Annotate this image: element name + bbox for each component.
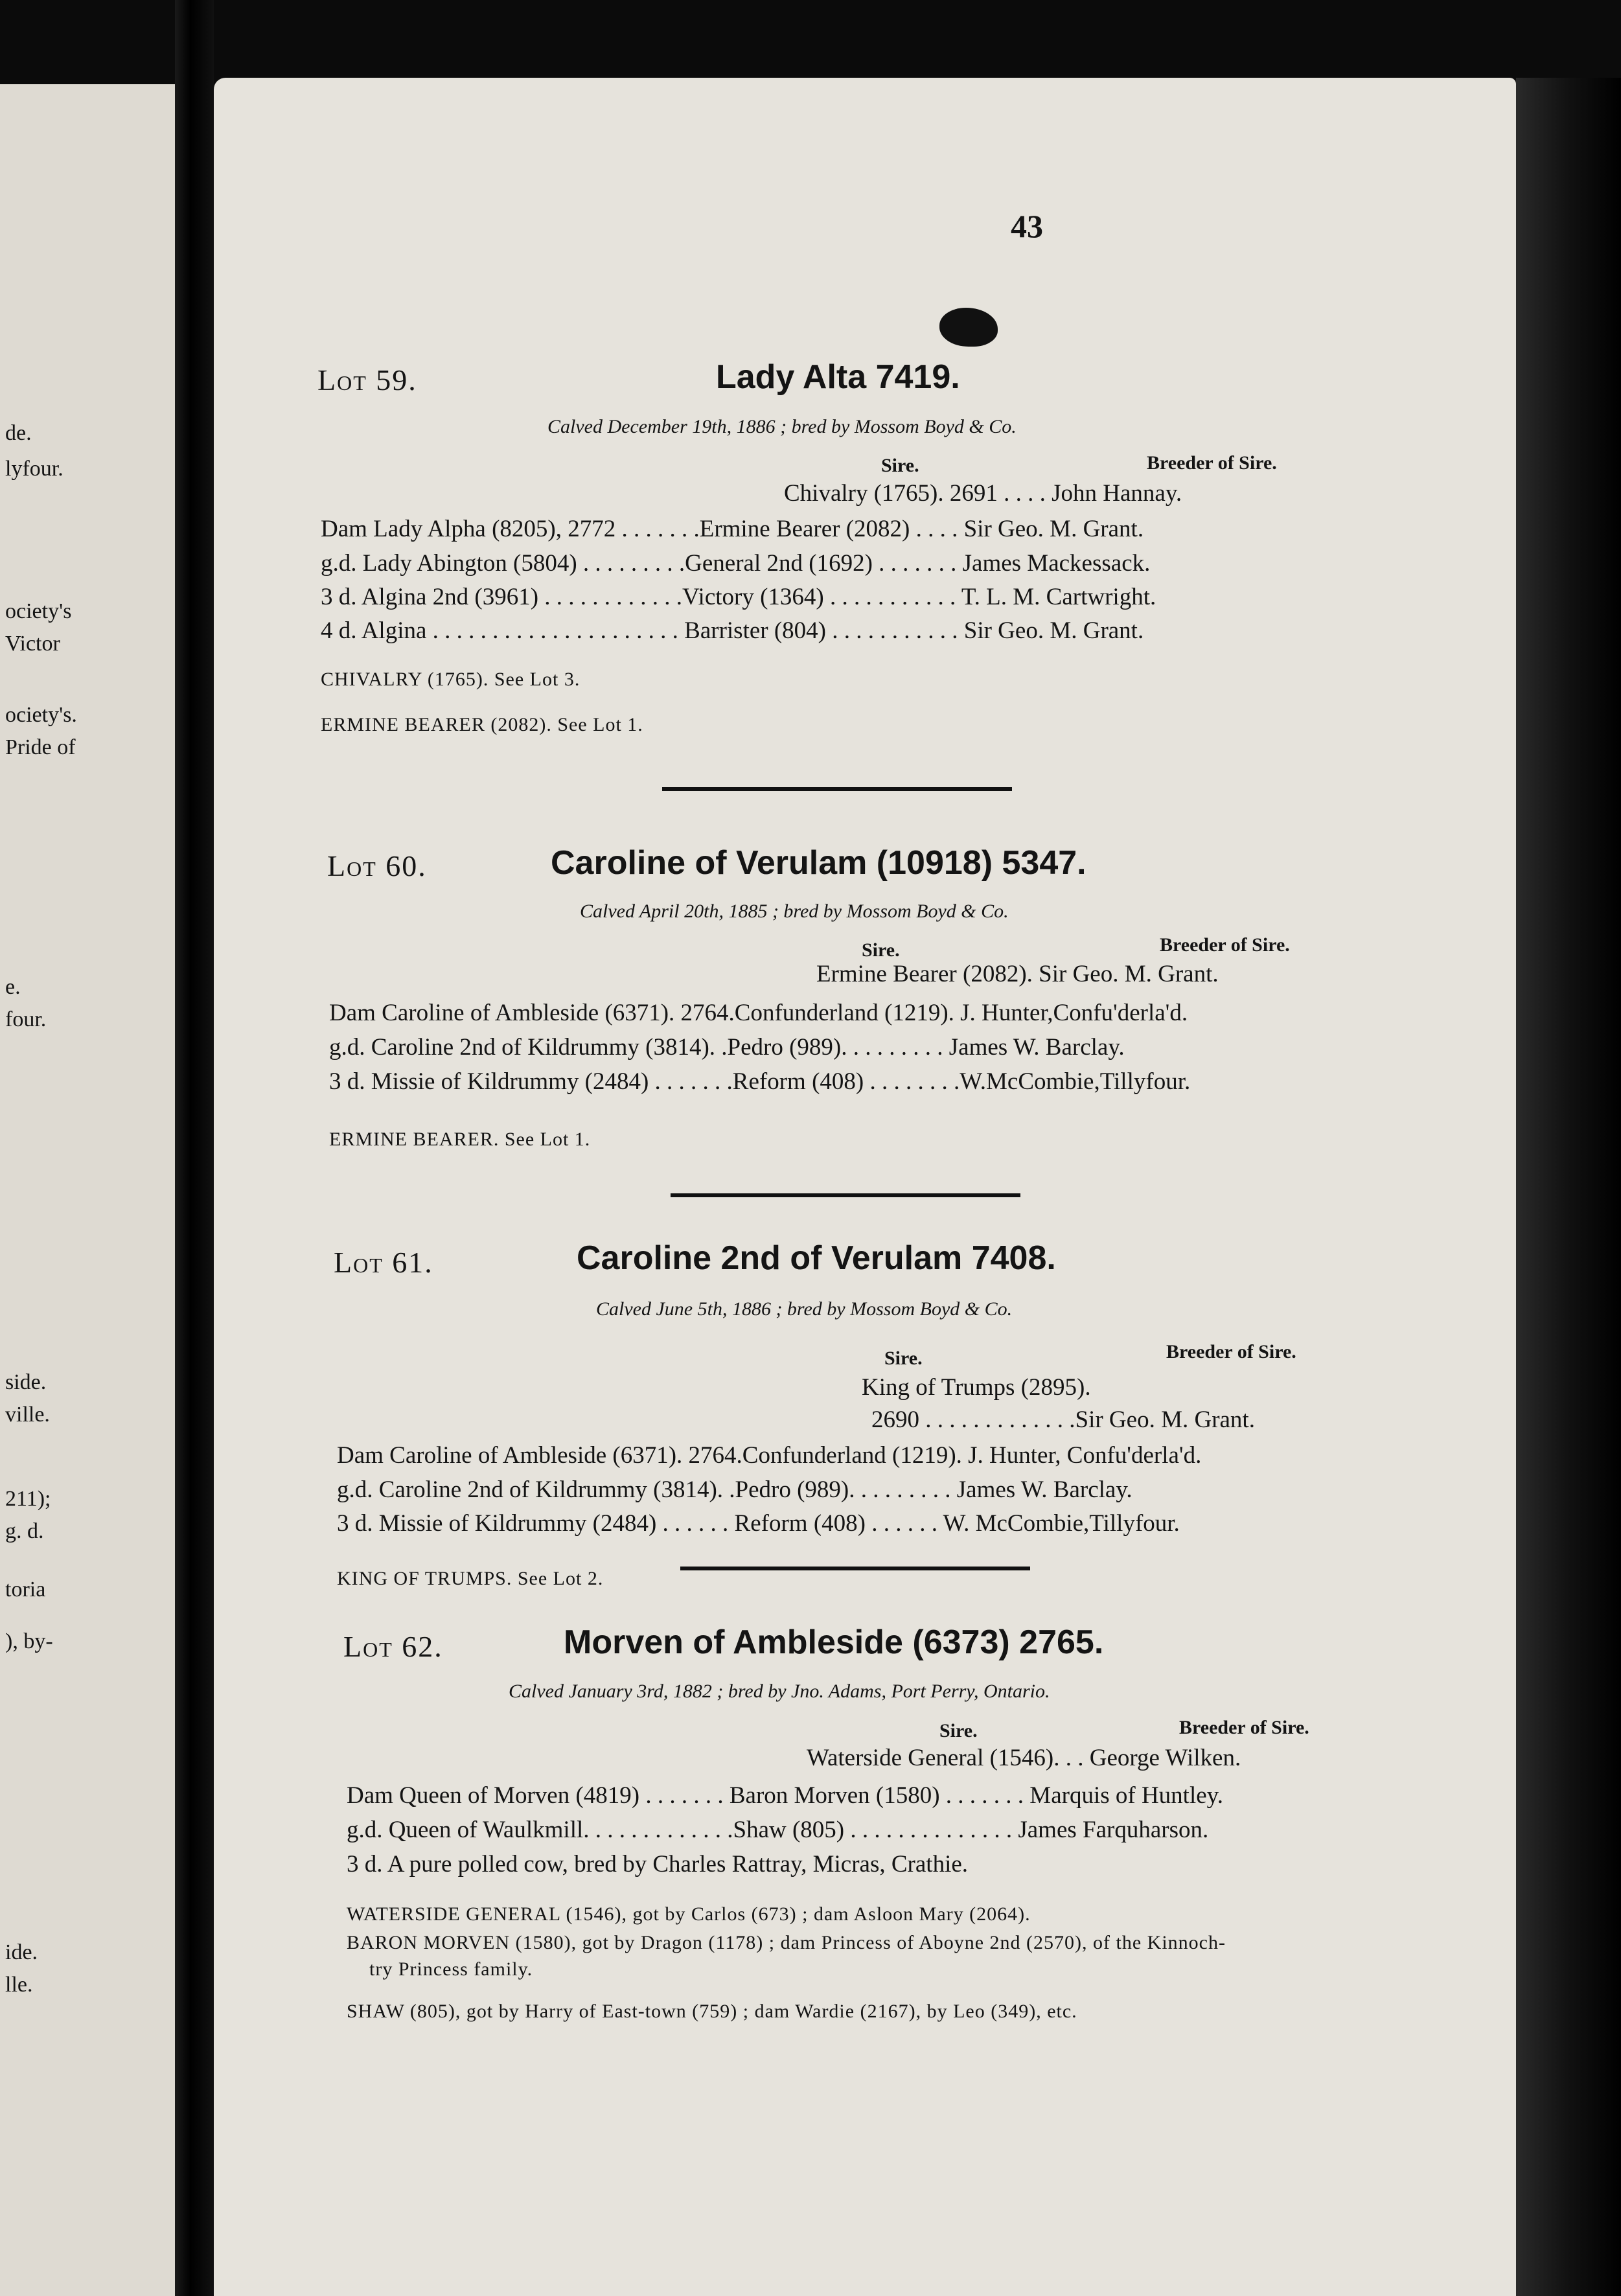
pedigree-row: 2690 . . . . . . . . . . . . .Sir Geo. M. Grant. <box>871 1406 1255 1433</box>
left-fragment: ), by- <box>5 1629 53 1653</box>
pedigree-row: 4 d. Algina . . . . . . . . . . . . . . . . . . . . . Barrister (804) . . . . . . . . . . . Sir Geo. M. Grant. <box>321 617 1144 644</box>
pedigree-note: WATERSIDE GENERAL (1546), got by Carlos (673) ; dam Asloon Mary (2064). <box>347 1903 1031 1925</box>
left-fragment: Pride of <box>5 735 76 759</box>
calved-line: Calved January 3rd, 1882 ; bred by Jno. Adams, Port Perry, Ontario. <box>509 1681 1050 1702</box>
left-fragment: 211); <box>5 1487 51 1511</box>
pedigree-row: 3 d. Missie of Kildrummy (2484) . . . . . . Reform (408) . . . . . . W. McCombie,Tillyfour. <box>337 1510 1180 1537</box>
lot-label: Lot 62. <box>343 1630 443 1663</box>
lot-label: Lot 60. <box>327 849 427 882</box>
lot-59 <box>214 285 1516 777</box>
left-fragment: four. <box>5 1007 47 1031</box>
left-fragment: ociety's <box>5 599 72 623</box>
pedigree-row: Dam Lady Alpha (8205), 2772 . . . . . . .Ermine Bearer (2082) . . . . Sir Geo. M. Grant. <box>321 516 1144 542</box>
pedigree-row: Waterside General (1546). . . George Wilken. <box>807 1745 1241 1771</box>
pedigree-row: Dam Caroline of Ambleside (6371). 2764.Confunderland (1219). J. Hunter,Confu'derla'd. <box>329 1000 1188 1026</box>
pedigree-note: SHAW (805), got by Harry of East-town (759) ; dam Wardie (2167), by Leo (349), etc. <box>347 2001 1077 2022</box>
pedigree-row: 3 d. Algina 2nd (3961) . . . . . . . . . . . .Victory (1364) . . . . . . . . . . . T. L. M. Cartwright. <box>321 584 1156 610</box>
breeder-heading: Breeder of Sire. <box>1166 1341 1296 1362</box>
breeder-heading: Breeder of Sire. <box>1160 934 1290 956</box>
calved-line: Calved April 20th, 1885 ; bred by Mossom Boyd & Co. <box>580 901 1009 922</box>
pedigree-row: Ermine Bearer (2082). Sir Geo. M. Grant. <box>816 961 1219 987</box>
section-divider <box>662 787 1012 791</box>
left-fragment: e. <box>5 975 21 999</box>
pedigree-row: Dam Queen of Morven (4819) . . . . . . . Baron Morven (1580) . . . . . . . Marquis of Huntley. <box>347 1782 1223 1809</box>
left-fragment: side. <box>5 1370 47 1394</box>
lot-title: Lady Alta 7419. <box>716 358 960 396</box>
lot-title: Caroline 2nd of Verulam 7408. <box>577 1239 1056 1277</box>
sire-heading: Sire. <box>884 1348 923 1369</box>
lot-62 <box>214 1594 1516 2086</box>
sire-heading: Sire. <box>881 455 919 476</box>
lot-title: Morven of Ambleside (6373) 2765. <box>564 1624 1104 1661</box>
pedigree-note: try Princess family. <box>369 1958 533 1980</box>
catalogue-page <box>214 78 1516 2296</box>
pedigree-note: ERMINE BEARER. See Lot 1. <box>329 1129 591 1150</box>
pedigree-row: King of Trumps (2895). <box>862 1374 1091 1401</box>
calved-line: Calved June 5th, 1886 ; bred by Mossom Boyd & Co. <box>596 1298 1013 1320</box>
lot-title: Caroline of Verulam (10918) 5347. <box>551 844 1086 882</box>
pedigree-row: Chivalry (1765). 2691 . . . . John Hannay. <box>784 480 1182 507</box>
pedigree-row: g.d. Caroline 2nd of Kildrummy (3814). .Pedro (989). . . . . . . . . James W. Barclay. <box>337 1476 1132 1503</box>
left-fragment: de. <box>5 421 32 445</box>
pedigree-note: ERMINE BEARER (2082). See Lot 1. <box>321 714 643 735</box>
calved-line: Calved December 19th, 1886 ; bred by Mossom Boyd & Co. <box>547 416 1017 437</box>
pedigree-row: g.d. Lady Abington (5804) . . . . . . . . .General 2nd (1692) . . . . . . . James Mackessack. <box>321 550 1151 577</box>
page-edge-shadow <box>1516 78 1621 2296</box>
left-fragment: ociety's. <box>5 703 77 727</box>
pedigree-row: g.d. Caroline 2nd of Kildrummy (3814). .Pedro (989). . . . . . . . . James W. Barclay. <box>329 1034 1125 1061</box>
pedigree-note: KING OF TRUMPS. See Lot 2. <box>337 1568 604 1589</box>
pedigree-row: 3 d. Missie of Kildrummy (2484) . . . . . . .Reform (408) . . . . . . . .W.McCombie,Tillyfour. <box>329 1068 1191 1095</box>
lot-label: Lot 61. <box>334 1246 433 1279</box>
left-fragment: ville. <box>5 1403 50 1427</box>
left-fragment: g. d. <box>5 1519 44 1543</box>
left-fragment: toria <box>5 1578 46 1601</box>
pedigree-row: Dam Caroline of Ambleside (6371). 2764.Confunderland (1219). J. Hunter, Confu'derla'd. <box>337 1442 1202 1469</box>
pedigree-note: CHIVALRY (1765). See Lot 3. <box>321 669 581 690</box>
pedigree-note: BARON MORVEN (1580), got by Dragon (1178) ; dam Princess of Aboyne 2nd (2570), of the Kinnoch- <box>347 1932 1226 1953</box>
section-divider <box>671 1193 1020 1197</box>
left-fragment: ide. <box>5 1940 38 1964</box>
page-number: 43 <box>1011 208 1043 244</box>
sire-heading: Sire. <box>862 939 900 961</box>
left-fragment: lle. <box>5 1973 33 1997</box>
sire-heading: Sire. <box>939 1720 978 1741</box>
left-facing-page <box>0 84 175 2296</box>
pedigree-row: g.d. Queen of Waulkmill. . . . . . . . . . . . .Shaw (805) . . . . . . . . . . . . . . James Farquharson. <box>347 1817 1209 1843</box>
breeder-heading: Breeder of Sire. <box>1147 452 1277 474</box>
left-fragment: Victor <box>5 632 60 656</box>
book-spine-shadow <box>175 0 214 2296</box>
breeder-heading: Breeder of Sire. <box>1179 1717 1309 1738</box>
left-fragment: lyfour. <box>5 457 63 481</box>
lot-label: Lot 59. <box>317 363 417 396</box>
section-divider <box>680 1567 1030 1570</box>
pedigree-row: 3 d. A pure polled cow, bred by Charles Rattray, Micras, Crathie. <box>347 1851 969 1877</box>
